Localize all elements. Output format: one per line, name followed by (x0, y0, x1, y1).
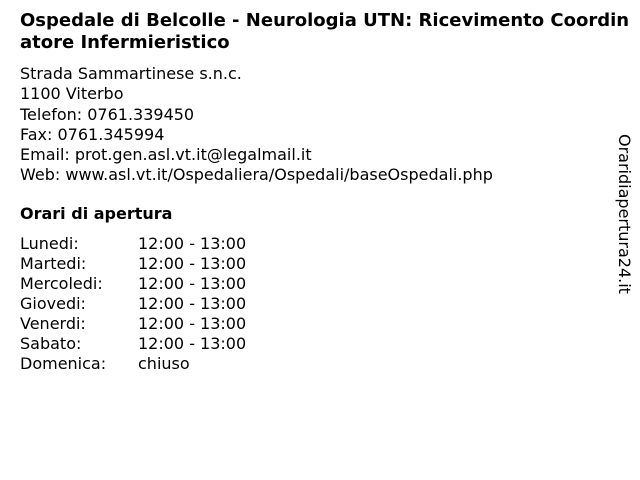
hours-day: Domenica: (20, 354, 107, 373)
contact-block (20, 64, 493, 186)
opening-hours-table (20, 234, 246, 374)
hours-day: Sabato: (20, 334, 82, 353)
phone-number: Telefon: 0761.339450 (20, 104, 195, 124)
website-link: Web: www.asl.vt.it/Ospedaliera/Ospedali/baseOspedali.php (20, 165, 493, 185)
hours-day: Lunedi: (20, 234, 79, 253)
site-watermark: Oraridiapertura24.it (615, 134, 634, 294)
hours-row-tuesday (20, 254, 246, 274)
opening-hours-heading: Orari di apertura (20, 204, 173, 223)
hours-time: 12:00 - 13:00 (138, 254, 247, 273)
page-title: Ospedale di Belcolle - Neurologia UTN: Ricevimento Coordinatore Infermieristico (20, 10, 630, 53)
hours-time: 12:00 - 13:00 (138, 274, 247, 293)
hours-time: 12:00 - 13:00 (138, 234, 247, 253)
email-address: Email: prot.gen.asl.vt.it@legalmail.it (20, 145, 312, 165)
hours-day: Martedi: (20, 254, 87, 273)
hours-day: Giovedi: (20, 294, 86, 313)
hours-row-friday (20, 314, 246, 334)
hours-time: 12:00 - 13:00 (138, 294, 247, 313)
address-street: Strada Sammartinese s.n.c. (20, 64, 242, 83)
hours-row-monday (20, 234, 246, 254)
fax-number: Fax: 0761.345994 (20, 124, 165, 144)
hours-row-sunday (20, 354, 246, 374)
address-city: 1100 Viterbo (20, 84, 124, 104)
hours-day: Venerdi: (20, 314, 86, 333)
hours-time: 12:00 - 13:00 (138, 334, 247, 353)
hours-day: Mercoledi: (20, 274, 103, 293)
hours-time: 12:00 - 13:00 (138, 314, 247, 333)
hours-row-thursday (20, 294, 246, 314)
hours-row-wednesday (20, 274, 246, 294)
hours-row-saturday (20, 334, 246, 354)
hours-time: chiuso (138, 354, 190, 373)
